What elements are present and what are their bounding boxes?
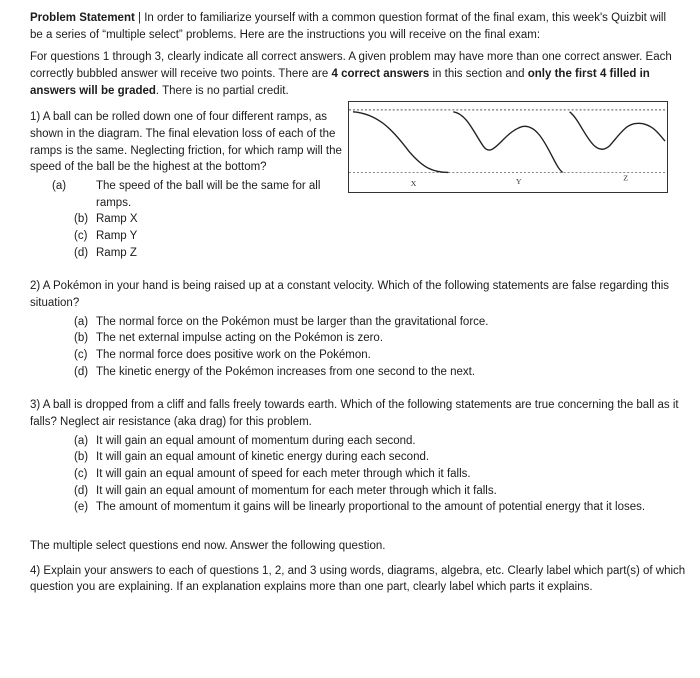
- q1-option-b[interactable]: [74, 211, 684, 228]
- option-text: It will gain an equal amount of momentum for each meter through which it falls.: [96, 484, 497, 497]
- question-3-text: 3) A ball is dropped from a cliff and falls freely towards earth. Which of the following statements are true concerning the ball as it falls? Neglect air resistance (aka drag) for this problem.: [30, 399, 679, 429]
- intro-line: In order to familiarize yourself with a common question format of the final exam, this week's Quizbit will be a series of “multiple select” problems. Here are the instructions you will receive on the final exam:: [30, 12, 667, 41]
- instructions-text-3: . There is no partial credit.: [155, 84, 289, 97]
- question-2-options: [74, 314, 690, 381]
- option-letter: (a): [74, 315, 89, 328]
- option-text: The kinetic energy of the Pokémon increases from one second to the next.: [96, 365, 476, 378]
- ramp-label-y: Y: [515, 177, 522, 187]
- bleed-through-text: [30, 380, 690, 393]
- grading-rule: only the first 4 filled in answers will be graded: [30, 68, 650, 97]
- intro-paragraph: [30, 10, 680, 43]
- option-text: The net external impulse acting on the Pokémon is zero.: [96, 332, 384, 345]
- question-1-text: 1) A ball can be rolled down one of four different ramps, as shown in the diagram. The final elevation loss of each of the ramps is the same. Neglecting friction, for which ramp will the speed of the ball be the highest at the bottom?: [30, 111, 342, 174]
- q3-option-d[interactable]: [74, 483, 690, 500]
- instructions-text-2: in this section and: [429, 68, 528, 81]
- instructions-text: For questions 1 through 3, clearly indicate all correct answers. A given problem may have more than one correct answer. Each correctly bubbled answer will receive two points. There are: [30, 51, 672, 81]
- option-letter: (c): [74, 349, 88, 362]
- option-text: The speed of the ball will be the same for all ramps.: [96, 180, 321, 209]
- option-text: Ramp Z: [96, 246, 137, 259]
- option-text: Ramp X: [96, 213, 138, 226]
- instructions-paragraph: [30, 49, 680, 99]
- q3-option-e[interactable]: [74, 499, 690, 516]
- q1-option-c[interactable]: [74, 228, 684, 245]
- q2-option-d[interactable]: [74, 364, 690, 381]
- multiple-select-end-note: The multiple select questions end now. Answer the following question.: [30, 540, 386, 553]
- option-letter: (a): [52, 180, 67, 193]
- option-letter: (e): [74, 501, 89, 514]
- option-text: The normal force does positive work on the Pokémon.: [96, 349, 371, 362]
- option-text: The amount of momentum it gains will be linearly proportional to the amount of potential energy that it loses.: [96, 501, 646, 514]
- heading-separator: |: [138, 12, 142, 24]
- option-letter: (c): [74, 468, 88, 481]
- option-text: It will gain an equal amount of momentum during each second.: [96, 434, 416, 447]
- question-1: [30, 109, 684, 274]
- option-letter: (d): [74, 246, 89, 259]
- question-3: [30, 397, 690, 536]
- question-4-text: 4) Explain your answers to each of questions 1, 2, and 3 using words, diagrams, algebra, etc. Clearly label which part(s) of which question you are explaining. If an explanation explains more than one part, clearly label which parts it explains.: [30, 564, 686, 594]
- q3-option-b[interactable]: [74, 449, 690, 466]
- ramp-diagram: [348, 101, 668, 193]
- option-letter: (b): [74, 213, 89, 226]
- option-text: The normal force on the Pokémon must be larger than the gravitational force.: [96, 315, 489, 328]
- option-text: It will gain an equal amount of kinetic energy during each second.: [96, 451, 430, 464]
- q3-option-c[interactable]: [74, 466, 690, 483]
- q2-option-a[interactable]: [74, 314, 690, 331]
- q1-option-d[interactable]: [74, 245, 684, 262]
- bleed-through-text: [30, 516, 690, 536]
- problem-statement-heading: Problem Statement: [30, 12, 135, 24]
- question-2-text: 2) A Pokémon in your hand is being raised up at a constant velocity. Which of the following statements are false regarding this situation?: [30, 280, 670, 310]
- option-letter: (b): [74, 451, 89, 464]
- ramp-diagram-svg: [349, 102, 667, 192]
- q2-option-c[interactable]: [74, 347, 690, 364]
- option-letter: (c): [74, 230, 88, 243]
- question-2: [30, 278, 690, 393]
- option-letter: (d): [74, 365, 89, 378]
- option-text: It will gain an equal amount of speed for each meter through which it falls.: [96, 468, 471, 481]
- q2-option-b[interactable]: [74, 330, 690, 347]
- option-text: Ramp Y: [96, 230, 138, 243]
- correct-answers-count: 4 correct answers: [331, 68, 430, 81]
- question-3-options: [74, 433, 690, 516]
- option-letter: (b): [74, 332, 89, 345]
- q3-option-a[interactable]: [74, 433, 690, 450]
- q1-option-a[interactable]: [52, 178, 346, 211]
- bleed-through-text: [30, 261, 684, 274]
- ramp-label-z: Z: [623, 173, 629, 183]
- option-letter: (a): [74, 434, 89, 447]
- ramp-label-x: X: [410, 179, 417, 189]
- option-letter: (d): [74, 484, 89, 497]
